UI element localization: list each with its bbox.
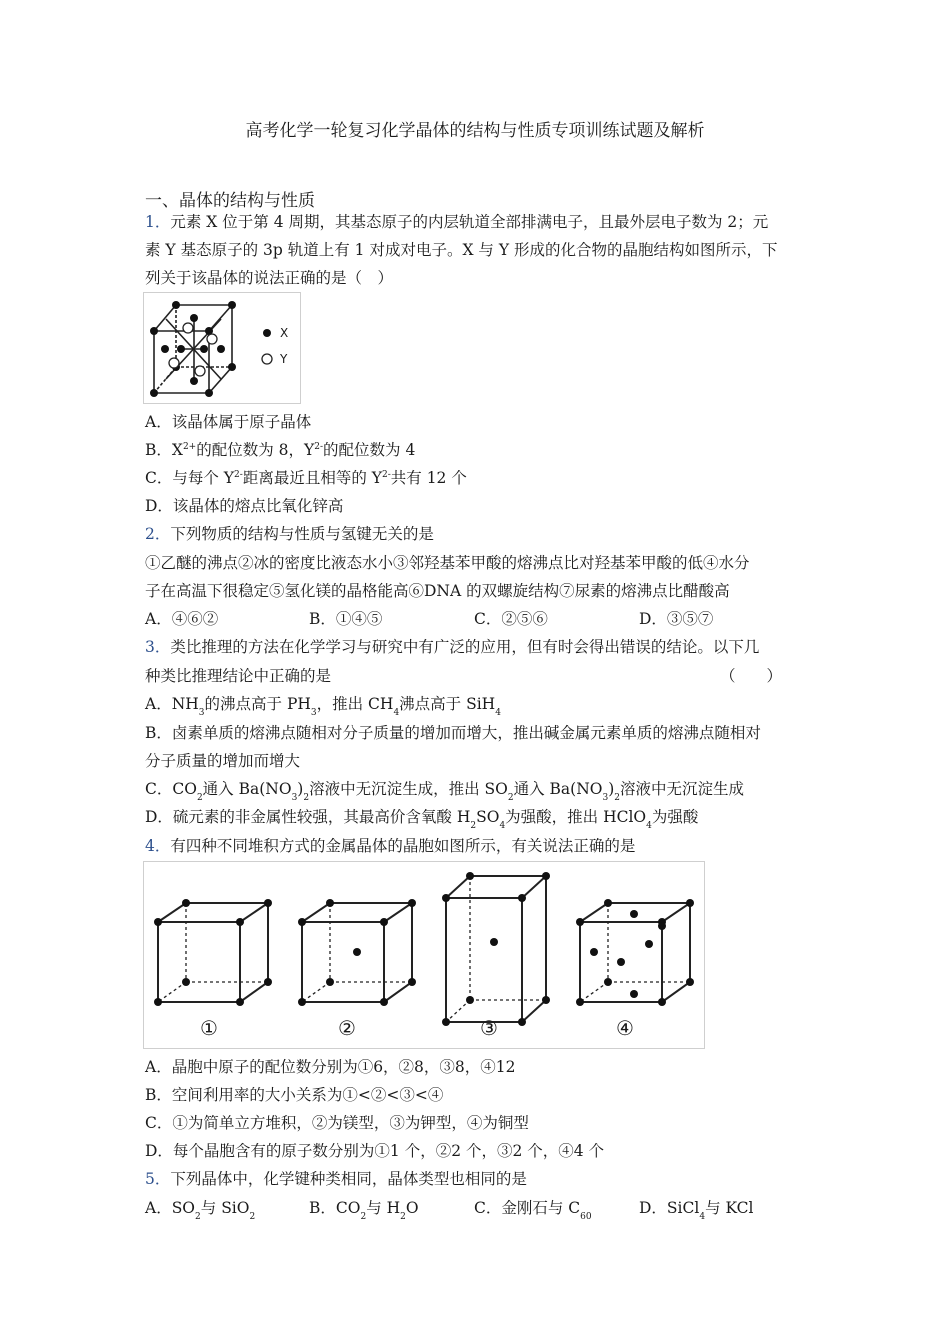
cell-1-simple-cubic xyxy=(158,903,268,1002)
q4-unit-cells-figure xyxy=(143,861,705,1049)
q3-option-b-line2: 分子质量的增加而增大 xyxy=(145,752,301,770)
q1-line1: 1．元素 X 位于第 4 周期，其基态原子的内层轨道全部排满电子，且最外层电子数为 2；元 xyxy=(145,213,769,231)
cell-label-4: ④ xyxy=(616,1016,634,1040)
q5-option-d: D．SiCl$_4$与 KCl xyxy=(639,1199,754,1222)
cell-label-3: ③ xyxy=(480,1016,498,1040)
q1-option-d: D．该晶体的熔点比氧化锌高 xyxy=(145,497,344,515)
q1-crystal-figure xyxy=(143,292,301,404)
q2-option-b: B．①④⑤ xyxy=(309,610,383,628)
q2-stem: 2．下列物质的结构与性质与氢键无关的是 xyxy=(145,525,434,543)
q2-line2: 子在高温下很稳定⑤氢化镁的晶格能高⑥DNA 的双螺旋结构⑦尿素的熔沸点比醋酸高 xyxy=(145,582,730,600)
q4-stem: 4．有四种不同堆积方式的金属晶体的晶胞如图所示，有关说法正确的是 xyxy=(145,837,636,855)
q3-option-c: C．$CO_2$通入 $Ba(NO_3)_2$溶液中无沉淀生成，推出 $SO_2$通入 $Ba(NO_3)_2$溶液中无沉淀生成 xyxy=(145,780,745,803)
q5-option-a: A．$SO_2$与 SiO$_2$ xyxy=(145,1199,256,1222)
q3-option-b-line1: B．卤素单质的熔沸点随相对分子质量的增加而增大，推出碱金属元素单质的熔沸点随相对 xyxy=(145,724,761,742)
q5-option-b: B．$CO_2$与 $H_2O$ xyxy=(309,1199,419,1222)
q3-answer-paren: （ ） xyxy=(720,667,783,685)
legend-y-label: Y xyxy=(280,352,288,366)
section-heading: 一、晶体的结构与性质 xyxy=(145,191,315,211)
q4-option-b: B．空间利用率的大小关系为①<②<③<④ xyxy=(145,1086,444,1104)
q3-line2: 种类比推理结论中正确的是 xyxy=(145,667,332,685)
q3-line1: 3．类比推理的方法在化学学习与研究中有广泛的应用，但有时会得出错误的结论。以下几 xyxy=(145,638,760,656)
q3-option-d: D．硫元素的非金属性较强，其最高价含氧酸 $H_2SO_4$为强酸，推出 HClO$_4$为强酸 xyxy=(145,808,699,831)
q2-number: 2． xyxy=(145,525,171,543)
cell-label-1: ① xyxy=(200,1016,218,1040)
q1-line3: 列关于该晶体的说法正确的是（ ） xyxy=(145,269,394,287)
q4-option-d: D．每个晶胞含有的原子数分别为①1 个，②2 个，③2 个，④4 个 xyxy=(145,1142,605,1160)
q1-option-b: B．$X^{2+}$的配位数为 8，$Y^{2-}$的配位数为 4 xyxy=(145,441,416,459)
q5-number: 5． xyxy=(145,1170,171,1188)
q1-number: 1． xyxy=(145,213,171,231)
q1-line2: 素 Y 基态原子的 3p 轨道上有 1 对成对电子。X 与 Y 形成的化合物的晶胞结构如图所示，下 xyxy=(145,241,778,259)
q2-option-c: C．②⑤⑥ xyxy=(474,610,548,628)
q4-option-c: C．①为简单立方堆积，②为镁型，③为钾型，④为铜型 xyxy=(145,1114,529,1132)
q1-option-c: C．与每个 $Y^{2-}$距离最近且相等的 $Y^{2-}$共有 12 个 xyxy=(145,469,467,487)
cell-3-tall-bcc xyxy=(446,876,546,1022)
q3-number: 3． xyxy=(145,638,171,656)
q5-option-c: C．金刚石与 $C_{60}$ xyxy=(474,1199,592,1222)
cell-label-2: ② xyxy=(338,1016,356,1040)
q5-stem: 5．下列晶体中，化学键种类相同，晶体类型也相同的是 xyxy=(145,1170,527,1188)
q2-option-a: A．④⑥② xyxy=(145,610,219,628)
legend-x-label: X xyxy=(280,326,289,340)
zincblende-cell-diagram xyxy=(144,293,300,403)
page-title: 高考化学一轮复习化学晶体的结构与性质专项训练试题及解析 xyxy=(245,121,705,141)
q4-option-a: A．晶胞中原子的配位数分别为①6，②8，③8，④12 xyxy=(145,1058,516,1076)
q1-option-a: A．该晶体属于原子晶体 xyxy=(145,413,312,431)
q2-line1: ①乙醚的沸点②冰的密度比液态水小③邻羟基苯甲酸的熔沸点比对羟基苯甲酸的低④水分 xyxy=(145,554,750,572)
q3-option-a: A．$NH_3$的沸点高于 $PH_3$，推出 $CH_4$沸点高于 SiH$_4$ xyxy=(145,695,501,718)
legend-x-dot xyxy=(263,329,271,337)
q2-option-d: D．③⑤⑦ xyxy=(639,610,714,628)
legend-y-dot xyxy=(262,354,272,364)
q4-number: 4． xyxy=(145,837,171,855)
